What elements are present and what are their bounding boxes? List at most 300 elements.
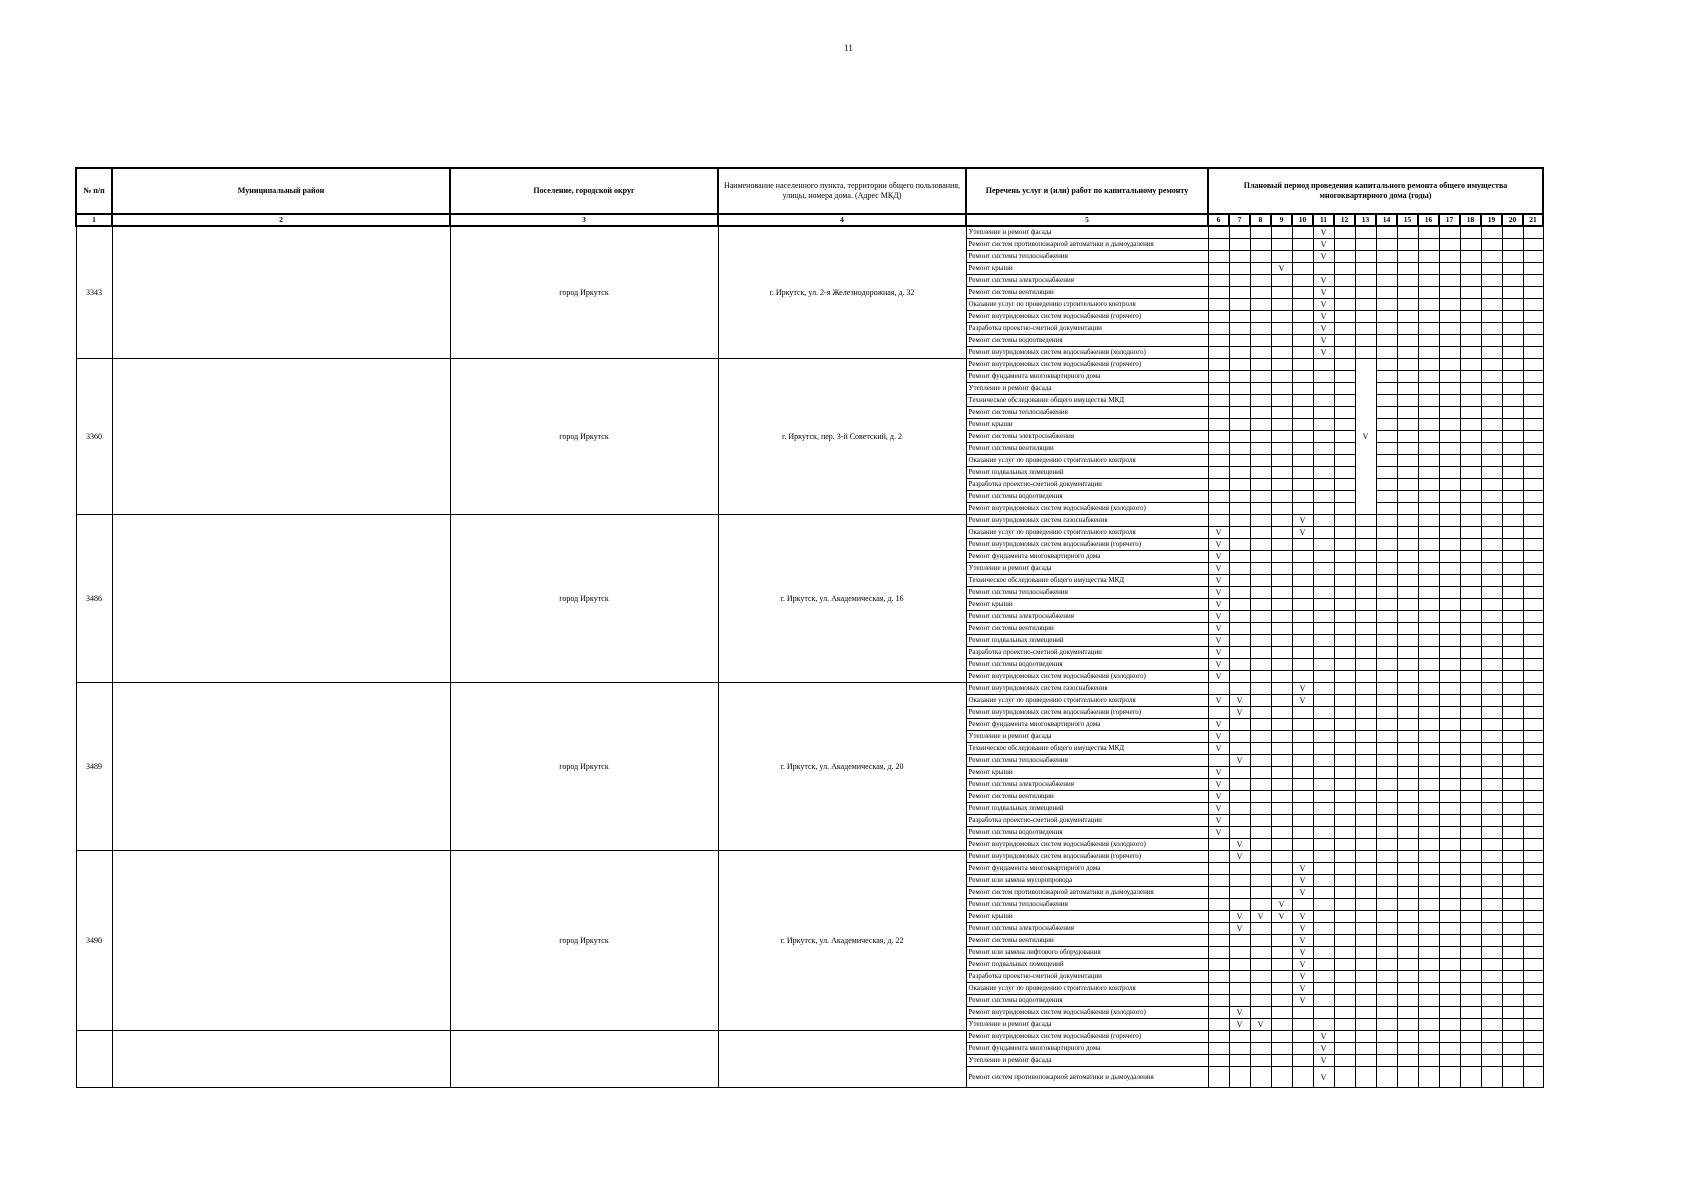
year-cell [1502, 971, 1523, 983]
year-cell [1502, 995, 1523, 1007]
year-cell [1502, 587, 1523, 599]
year-cell [1229, 287, 1250, 299]
year-cell [1355, 875, 1376, 887]
year-cell [1376, 347, 1397, 359]
year-cell: V [1208, 563, 1229, 575]
year-cell [1250, 251, 1271, 263]
year-cell [1523, 899, 1543, 911]
year-cell [1271, 839, 1292, 851]
year-cell [1439, 395, 1460, 407]
year-cell: V [1208, 695, 1229, 707]
district-cell [112, 1031, 450, 1088]
year-cell [1397, 815, 1418, 827]
year-cell [1376, 839, 1397, 851]
year-cell [1229, 539, 1250, 551]
year-cell [1229, 275, 1250, 287]
year-cell [1334, 875, 1355, 887]
year-cell [1376, 527, 1397, 539]
year-cell [1292, 575, 1313, 587]
year-cell [1334, 467, 1355, 479]
year-cell [1439, 455, 1460, 467]
year-cell [1229, 335, 1250, 347]
year-cell [1418, 1031, 1439, 1043]
year-cell [1355, 1055, 1376, 1067]
year-cell [1313, 695, 1334, 707]
year-cell [1334, 419, 1355, 431]
year-cell: V [1313, 251, 1334, 263]
year-cell [1397, 395, 1418, 407]
year-cell [1481, 611, 1502, 623]
year-cell [1355, 563, 1376, 575]
year-cell [1292, 767, 1313, 779]
year-cell [1460, 383, 1481, 395]
year-cell [1460, 1019, 1481, 1031]
year-cell [1355, 623, 1376, 635]
year-cell [1523, 275, 1543, 287]
year-cell [1481, 803, 1502, 815]
year-cell [1313, 863, 1334, 875]
year-cell [1523, 563, 1543, 575]
address-cell: г. Иркутск, ул. 2-я Железнодорожная, д. 32 [718, 226, 966, 359]
work-name: Ремонт крыши [966, 419, 1208, 431]
year-cell [1313, 971, 1334, 983]
address-cell: г. Иркутск, ул. Академическая, д. 22 [718, 851, 966, 1031]
year-cell [1397, 599, 1418, 611]
section-number [76, 1031, 112, 1088]
year-cell [1334, 815, 1355, 827]
year-cell [1334, 947, 1355, 959]
year-cell [1229, 323, 1250, 335]
year-cell [1229, 407, 1250, 419]
year-cell [1250, 503, 1271, 515]
year-cell [1229, 443, 1250, 455]
year-cell [1229, 1043, 1250, 1055]
header-address: Наименование населенного пункта, территории общего пользования, улицы, номера дома. (Адрес МКД) [718, 168, 966, 214]
year-cell [1271, 779, 1292, 791]
year-cell [1229, 563, 1250, 575]
year-cell [1208, 347, 1229, 359]
year-cell [1208, 839, 1229, 851]
year-cell [1271, 791, 1292, 803]
year-cell [1313, 263, 1334, 275]
work-name: Ремонт системы водоотведения [966, 335, 1208, 347]
year-cell [1397, 371, 1418, 383]
year-cell [1271, 359, 1292, 371]
year-cell [1481, 791, 1502, 803]
year-cell [1439, 719, 1460, 731]
year-cell [1271, 443, 1292, 455]
year-cell [1376, 731, 1397, 743]
year-cell [1292, 251, 1313, 263]
year-cell [1376, 395, 1397, 407]
year-cell [1523, 407, 1543, 419]
year-cell [1418, 755, 1439, 767]
year-cell [1334, 755, 1355, 767]
year-cell [1229, 959, 1250, 971]
year-cell [1208, 287, 1229, 299]
year-cell [1397, 491, 1418, 503]
work-name: Ремонт внутридомовых систем водоснабжения (горячего) [966, 1031, 1208, 1043]
year-cell: V [1292, 923, 1313, 935]
column-number-cell: 12 [1334, 214, 1355, 226]
year-cell [1418, 659, 1439, 671]
year-cell [1502, 899, 1523, 911]
year-cell [1460, 635, 1481, 647]
work-name: Ремонт системы теплоснабжения [966, 755, 1208, 767]
year-cell [1229, 731, 1250, 743]
year-cell [1313, 611, 1334, 623]
year-cell [1271, 299, 1292, 311]
year-cell [1292, 659, 1313, 671]
year-cell [1397, 1019, 1418, 1031]
year-cell [1460, 551, 1481, 563]
year-cell [1418, 359, 1439, 371]
year-cell [1355, 251, 1376, 263]
year-cell [1523, 527, 1543, 539]
year-cell [1481, 995, 1502, 1007]
year-cell [1439, 371, 1460, 383]
year-cell [1355, 731, 1376, 743]
year-cell [1481, 875, 1502, 887]
year-cell [1523, 863, 1543, 875]
year-cell [1460, 911, 1481, 923]
year-cell [1250, 1067, 1271, 1088]
year-cell [1292, 275, 1313, 287]
year-cell [1292, 611, 1313, 623]
year-cell [1397, 671, 1418, 683]
year-cell [1481, 839, 1502, 851]
year-cell [1502, 467, 1523, 479]
year-cell [1523, 635, 1543, 647]
year-cell [1376, 455, 1397, 467]
year-cell [1418, 226, 1439, 239]
year-cell [1250, 515, 1271, 527]
year-cell [1313, 983, 1334, 995]
year-cell [1271, 947, 1292, 959]
year-cell [1460, 755, 1481, 767]
year-cell [1439, 467, 1460, 479]
year-cell [1334, 371, 1355, 383]
year-cell [1502, 923, 1523, 935]
year-cell [1397, 707, 1418, 719]
year-cell [1208, 407, 1229, 419]
year-cell [1418, 851, 1439, 863]
year-cell [1292, 431, 1313, 443]
year-cell [1271, 371, 1292, 383]
year-cell [1355, 863, 1376, 875]
year-cell [1250, 731, 1271, 743]
year-cell [1292, 779, 1313, 791]
year-cell [1292, 323, 1313, 335]
year-cell [1460, 371, 1481, 383]
year-cell [1481, 575, 1502, 587]
year-cell [1502, 226, 1523, 239]
year-cell [1523, 1007, 1543, 1019]
year-cell [1355, 935, 1376, 947]
work-name: Ремонт системы электроснабжения [966, 923, 1208, 935]
year-cell [1502, 695, 1523, 707]
year-cell [1292, 299, 1313, 311]
year-cell [1292, 791, 1313, 803]
year-cell [1334, 623, 1355, 635]
year-cell [1376, 1007, 1397, 1019]
year-cell: V [1313, 226, 1334, 239]
year-cell [1460, 815, 1481, 827]
year-cell [1523, 503, 1543, 515]
year-cell [1313, 419, 1334, 431]
year-cell [1481, 455, 1502, 467]
year-cell [1208, 899, 1229, 911]
year-cell [1271, 226, 1292, 239]
year-cell [1271, 1007, 1292, 1019]
year-cell [1355, 635, 1376, 647]
year-cell [1523, 347, 1543, 359]
year-cell [1418, 839, 1439, 851]
year-cell [1334, 575, 1355, 587]
year-cell [1397, 659, 1418, 671]
year-cell [1271, 239, 1292, 251]
year-cell [1523, 959, 1543, 971]
year-cell [1418, 599, 1439, 611]
year-cell [1502, 659, 1523, 671]
work-name: Утепление и ремонт фасада [966, 1019, 1208, 1031]
year-cell [1460, 935, 1481, 947]
year-cell [1502, 407, 1523, 419]
address-cell: г. Иркутск, ул. Академическая, д. 16 [718, 515, 966, 683]
year-cell [1271, 323, 1292, 335]
year-cell [1208, 995, 1229, 1007]
work-name: Ремонт внутридомовых систем водоснабжения (горячего) [966, 539, 1208, 551]
year-cell [1502, 851, 1523, 863]
year-cell [1460, 323, 1481, 335]
year-cell [1250, 407, 1271, 419]
year-cell [1397, 851, 1418, 863]
year-cell [1334, 323, 1355, 335]
year-cell [1481, 395, 1502, 407]
year-cell [1460, 863, 1481, 875]
year-cell [1250, 323, 1271, 335]
year-cell [1523, 983, 1543, 995]
year-cell [1313, 959, 1334, 971]
year-cell: V [1313, 287, 1334, 299]
year-cell [1481, 467, 1502, 479]
year-cell [1334, 263, 1355, 275]
year-cell [1355, 263, 1376, 275]
year-cell [1313, 731, 1334, 743]
year-cell [1397, 611, 1418, 623]
year-cell [1229, 971, 1250, 983]
year-cell [1460, 791, 1481, 803]
year-cell [1313, 395, 1334, 407]
year-cell [1334, 299, 1355, 311]
year-cell [1229, 779, 1250, 791]
year-cell [1418, 779, 1439, 791]
year-cell [1376, 719, 1397, 731]
year-cell [1208, 875, 1229, 887]
year-cell [1334, 491, 1355, 503]
year-cell [1481, 383, 1502, 395]
year-cell [1334, 359, 1355, 371]
year-cell [1376, 311, 1397, 323]
year-cell [1418, 335, 1439, 347]
year-cell [1397, 791, 1418, 803]
year-cell [1523, 383, 1543, 395]
year-cell [1250, 1043, 1271, 1055]
year-cell [1208, 1031, 1229, 1043]
settlement-cell: город Иркутск [450, 226, 718, 359]
year-cell [1397, 383, 1418, 395]
year-cell [1376, 299, 1397, 311]
year-cell [1313, 539, 1334, 551]
year-cell [1229, 803, 1250, 815]
year-cell [1481, 863, 1502, 875]
year-cell [1271, 959, 1292, 971]
year-cell [1376, 503, 1397, 515]
year-cell [1376, 563, 1397, 575]
year-cell [1271, 659, 1292, 671]
year-cell [1460, 347, 1481, 359]
year-cell [1271, 563, 1292, 575]
work-name: Ремонт подвальных помещений [966, 467, 1208, 479]
year-cell: V [1229, 1019, 1250, 1031]
year-cell [1313, 875, 1334, 887]
year-cell [1271, 731, 1292, 743]
year-cell [1397, 683, 1418, 695]
year-cell [1271, 1031, 1292, 1043]
year-cell [1418, 239, 1439, 251]
year-cell [1292, 407, 1313, 419]
year-cell: V [1313, 311, 1334, 323]
year-cell [1481, 239, 1502, 251]
year-cell [1397, 1007, 1418, 1019]
year-cell [1460, 419, 1481, 431]
year-cell [1397, 467, 1418, 479]
year-cell [1334, 443, 1355, 455]
year-cell [1313, 431, 1334, 443]
year-cell [1481, 491, 1502, 503]
year-cell [1502, 575, 1523, 587]
year-cell [1271, 551, 1292, 563]
year-cell [1355, 647, 1376, 659]
year-cell [1250, 983, 1271, 995]
year-cell [1334, 1019, 1355, 1031]
year-cell [1229, 935, 1250, 947]
year-cell: V [1313, 1043, 1334, 1055]
year-cell [1229, 575, 1250, 587]
year-cell [1397, 971, 1418, 983]
year-cell [1439, 611, 1460, 623]
year-cell [1502, 635, 1523, 647]
year-cell [1439, 551, 1460, 563]
year-cell [1313, 1007, 1334, 1019]
year-cell [1481, 767, 1502, 779]
year-cell: V [1208, 671, 1229, 683]
year-cell [1439, 923, 1460, 935]
year-cell [1439, 995, 1460, 1007]
year-cell [1355, 587, 1376, 599]
year-cell [1481, 983, 1502, 995]
year-cell [1439, 299, 1460, 311]
year-cell [1271, 1067, 1292, 1088]
year-cell [1334, 839, 1355, 851]
year-cell [1313, 503, 1334, 515]
year-cell [1334, 995, 1355, 1007]
year-cell [1502, 275, 1523, 287]
year-cell [1397, 767, 1418, 779]
year-cell [1460, 995, 1481, 1007]
year-cell [1313, 515, 1334, 527]
year-cell [1418, 491, 1439, 503]
year-cell [1523, 923, 1543, 935]
year-cell [1502, 611, 1523, 623]
year-cell: V [1292, 527, 1313, 539]
year-cell [1397, 287, 1418, 299]
year-cell [1460, 599, 1481, 611]
year-cell: V [1208, 719, 1229, 731]
year-cell [1355, 707, 1376, 719]
year-cell [1271, 395, 1292, 407]
year-cell [1271, 587, 1292, 599]
year-cell [1502, 1007, 1523, 1019]
year-cell [1439, 635, 1460, 647]
year-cell [1523, 647, 1543, 659]
year-cell [1292, 671, 1313, 683]
year-cell [1502, 959, 1523, 971]
year-cell [1229, 767, 1250, 779]
year-cell [1397, 359, 1418, 371]
year-cell [1523, 659, 1543, 671]
year-cell [1481, 299, 1502, 311]
year-cell [1355, 335, 1376, 347]
year-cell [1334, 503, 1355, 515]
year-cell [1460, 311, 1481, 323]
work-name: Ремонт внутридомовых систем водоснабжения (горячего) [966, 359, 1208, 371]
year-cell [1523, 467, 1543, 479]
year-cell [1502, 335, 1523, 347]
year-cell: V [1313, 323, 1334, 335]
year-cell [1208, 887, 1229, 899]
year-cell [1334, 959, 1355, 971]
year-cell [1481, 815, 1502, 827]
year-cell [1460, 431, 1481, 443]
year-cell: V [1313, 347, 1334, 359]
year-cell [1397, 226, 1418, 239]
year-cell [1397, 479, 1418, 491]
year-cell [1313, 599, 1334, 611]
year-cell [1376, 683, 1397, 695]
year-cell [1250, 875, 1271, 887]
year-cell [1523, 335, 1543, 347]
year-cell [1502, 383, 1523, 395]
year-cell [1523, 587, 1543, 599]
year-cell [1481, 1067, 1502, 1088]
year-cell [1523, 251, 1543, 263]
year-cell [1334, 335, 1355, 347]
year-cell [1229, 719, 1250, 731]
year-cell [1523, 623, 1543, 635]
work-name: Ремонт систем противопожарной автоматики и дымоудаления [966, 887, 1208, 899]
year-cell [1502, 455, 1523, 467]
year-cell [1397, 527, 1418, 539]
year-cell [1292, 1031, 1313, 1043]
work-name: Ремонт или замена мусоропровода [966, 875, 1208, 887]
year-cell [1376, 1031, 1397, 1043]
year-cell [1376, 743, 1397, 755]
year-cell [1523, 695, 1543, 707]
work-name: Техническое обследование общего имущества МКД [966, 395, 1208, 407]
year-cell [1460, 839, 1481, 851]
header-settlement: Поселение, городской округ [450, 168, 718, 214]
